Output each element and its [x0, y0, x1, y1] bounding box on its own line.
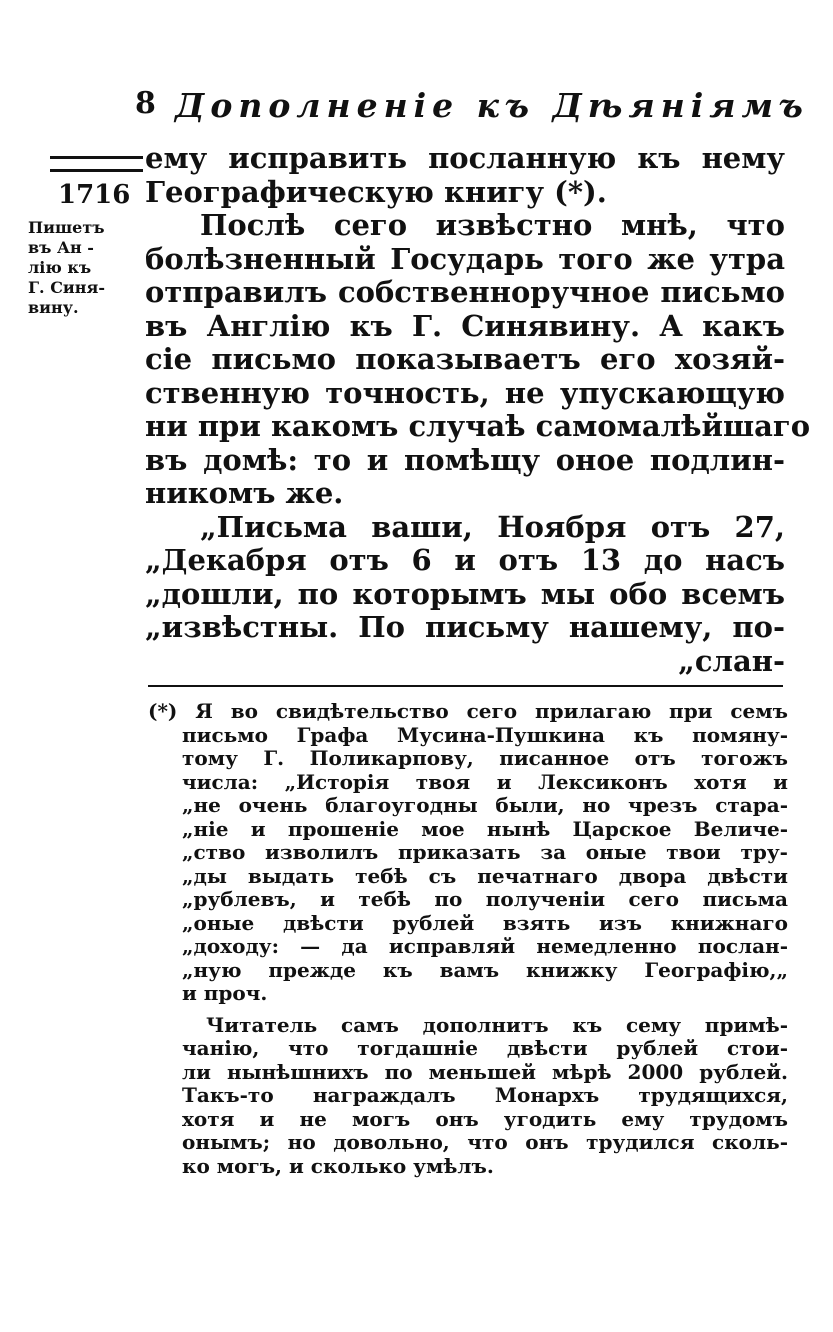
footnote-line: „ство изволилъ приказать за оные твои тру-: [182, 840, 788, 864]
margin-note-line: Пишетъ: [28, 218, 105, 237]
margin-note-line: Г. Синя-: [28, 278, 105, 297]
margin-year: 1716: [58, 180, 131, 210]
text-line: отправилъ собственноручное письмо: [145, 275, 785, 309]
footnote-line: числа: „Исторiя твоя и Лексиконъ хотя и: [182, 769, 788, 794]
footnote-line: письмо Графа Мусина-Пушкина къ помяну-: [182, 722, 788, 747]
running-title: Дополненiе къ Дѣянiямъ: [175, 86, 809, 125]
footnote-line: „не очень благоугодны были, но чрезъ стара-: [182, 793, 788, 817]
footnote-line: „нiе и прошенiе мое нынѣ Царское Величе-: [182, 816, 788, 841]
text-line: „извѣстны. По письму нашему, по-: [145, 610, 785, 644]
footnote-line: Читатель самъ дополнитъ къ сему примѣ-: [206, 1012, 788, 1037]
text-line: ни при какомъ случаѣ самомалѣйшаго: [145, 409, 811, 443]
text-line: никомъ же.: [145, 476, 344, 510]
footnote-line: чанiю, что тогдашнiе двѣсти рублей стои-: [182, 1036, 788, 1060]
main-text: [145, 141, 811, 678]
text-line: болѣзненный Государь того же утра: [145, 241, 785, 276]
footnote-line: онымъ; но довольно, что онъ трудился сколь-: [182, 1130, 788, 1154]
text-line: сiе письмо показываетъ его хозяй-: [145, 342, 785, 376]
text-line: ственную точность, не упускающую: [145, 375, 785, 410]
text-line: Географическую книгу (*).: [145, 174, 607, 209]
footnote-rule: [148, 685, 783, 687]
text-line: ему исправить посланную къ нему: [145, 141, 785, 175]
footnote-line: (*) Я во свидѣтельство сего прилагаю при семъ: [148, 699, 788, 723]
page-number: 8: [135, 86, 156, 121]
footnote-line: „оные двѣсти рублей взять изъ книжнаго: [182, 910, 788, 935]
margin-note-line: лiю къ: [28, 258, 92, 277]
catchword: „слан-: [678, 643, 785, 678]
footnote-line: „ды выдать тебѣ съ печатнаго двора двѣсти: [182, 863, 788, 888]
text-line: въ Англiю къ Г. Синявину. А какъ: [145, 308, 785, 343]
footnote-line: хотя и не могъ онъ угодить ему трудомъ: [182, 1106, 788, 1131]
footnote: [148, 700, 788, 1178]
margin-note-line: въ Ан -: [28, 238, 94, 257]
margin-note: [28, 218, 146, 318]
page-header: [135, 82, 809, 132]
footnote-line: и проч.: [182, 981, 268, 1005]
footnote-line: „доходу: — да исправляй немедленно послан-: [182, 934, 788, 958]
margin-note-line: вину.: [28, 298, 79, 317]
footnote-line: ко могъ, и сколько умѣлъ.: [182, 1153, 494, 1178]
text-line: „дошли, по которымъ мы обо всемъ: [145, 576, 785, 611]
footnote-line: ли нынѣшнихъ по меньшей мѣрѣ 2000 рублей.: [182, 1059, 788, 1084]
footnote-line: тому Г. Поликарпову, писанное отъ тогожъ: [182, 746, 788, 770]
continuation-dash: [50, 156, 143, 172]
text-line: „Письма ваши, Ноября отъ 27,: [200, 509, 785, 544]
text-line: въ домѣ: то и помѣщу оное подлин-: [145, 442, 785, 477]
text-line: „Декабря отъ 6 и отъ 13 до насъ: [145, 543, 785, 577]
text-line: Послѣ сего извѣстно мнѣ, что: [200, 208, 785, 242]
footnote-line: „ную прежде къ вамъ книжку Географiю,„: [182, 957, 788, 982]
footnote-line: „рублевъ, и тебѣ по полученiи сего письма: [182, 887, 788, 911]
footnote-line: Такъ-то награждалъ Монархъ трудящихся,: [182, 1083, 788, 1107]
